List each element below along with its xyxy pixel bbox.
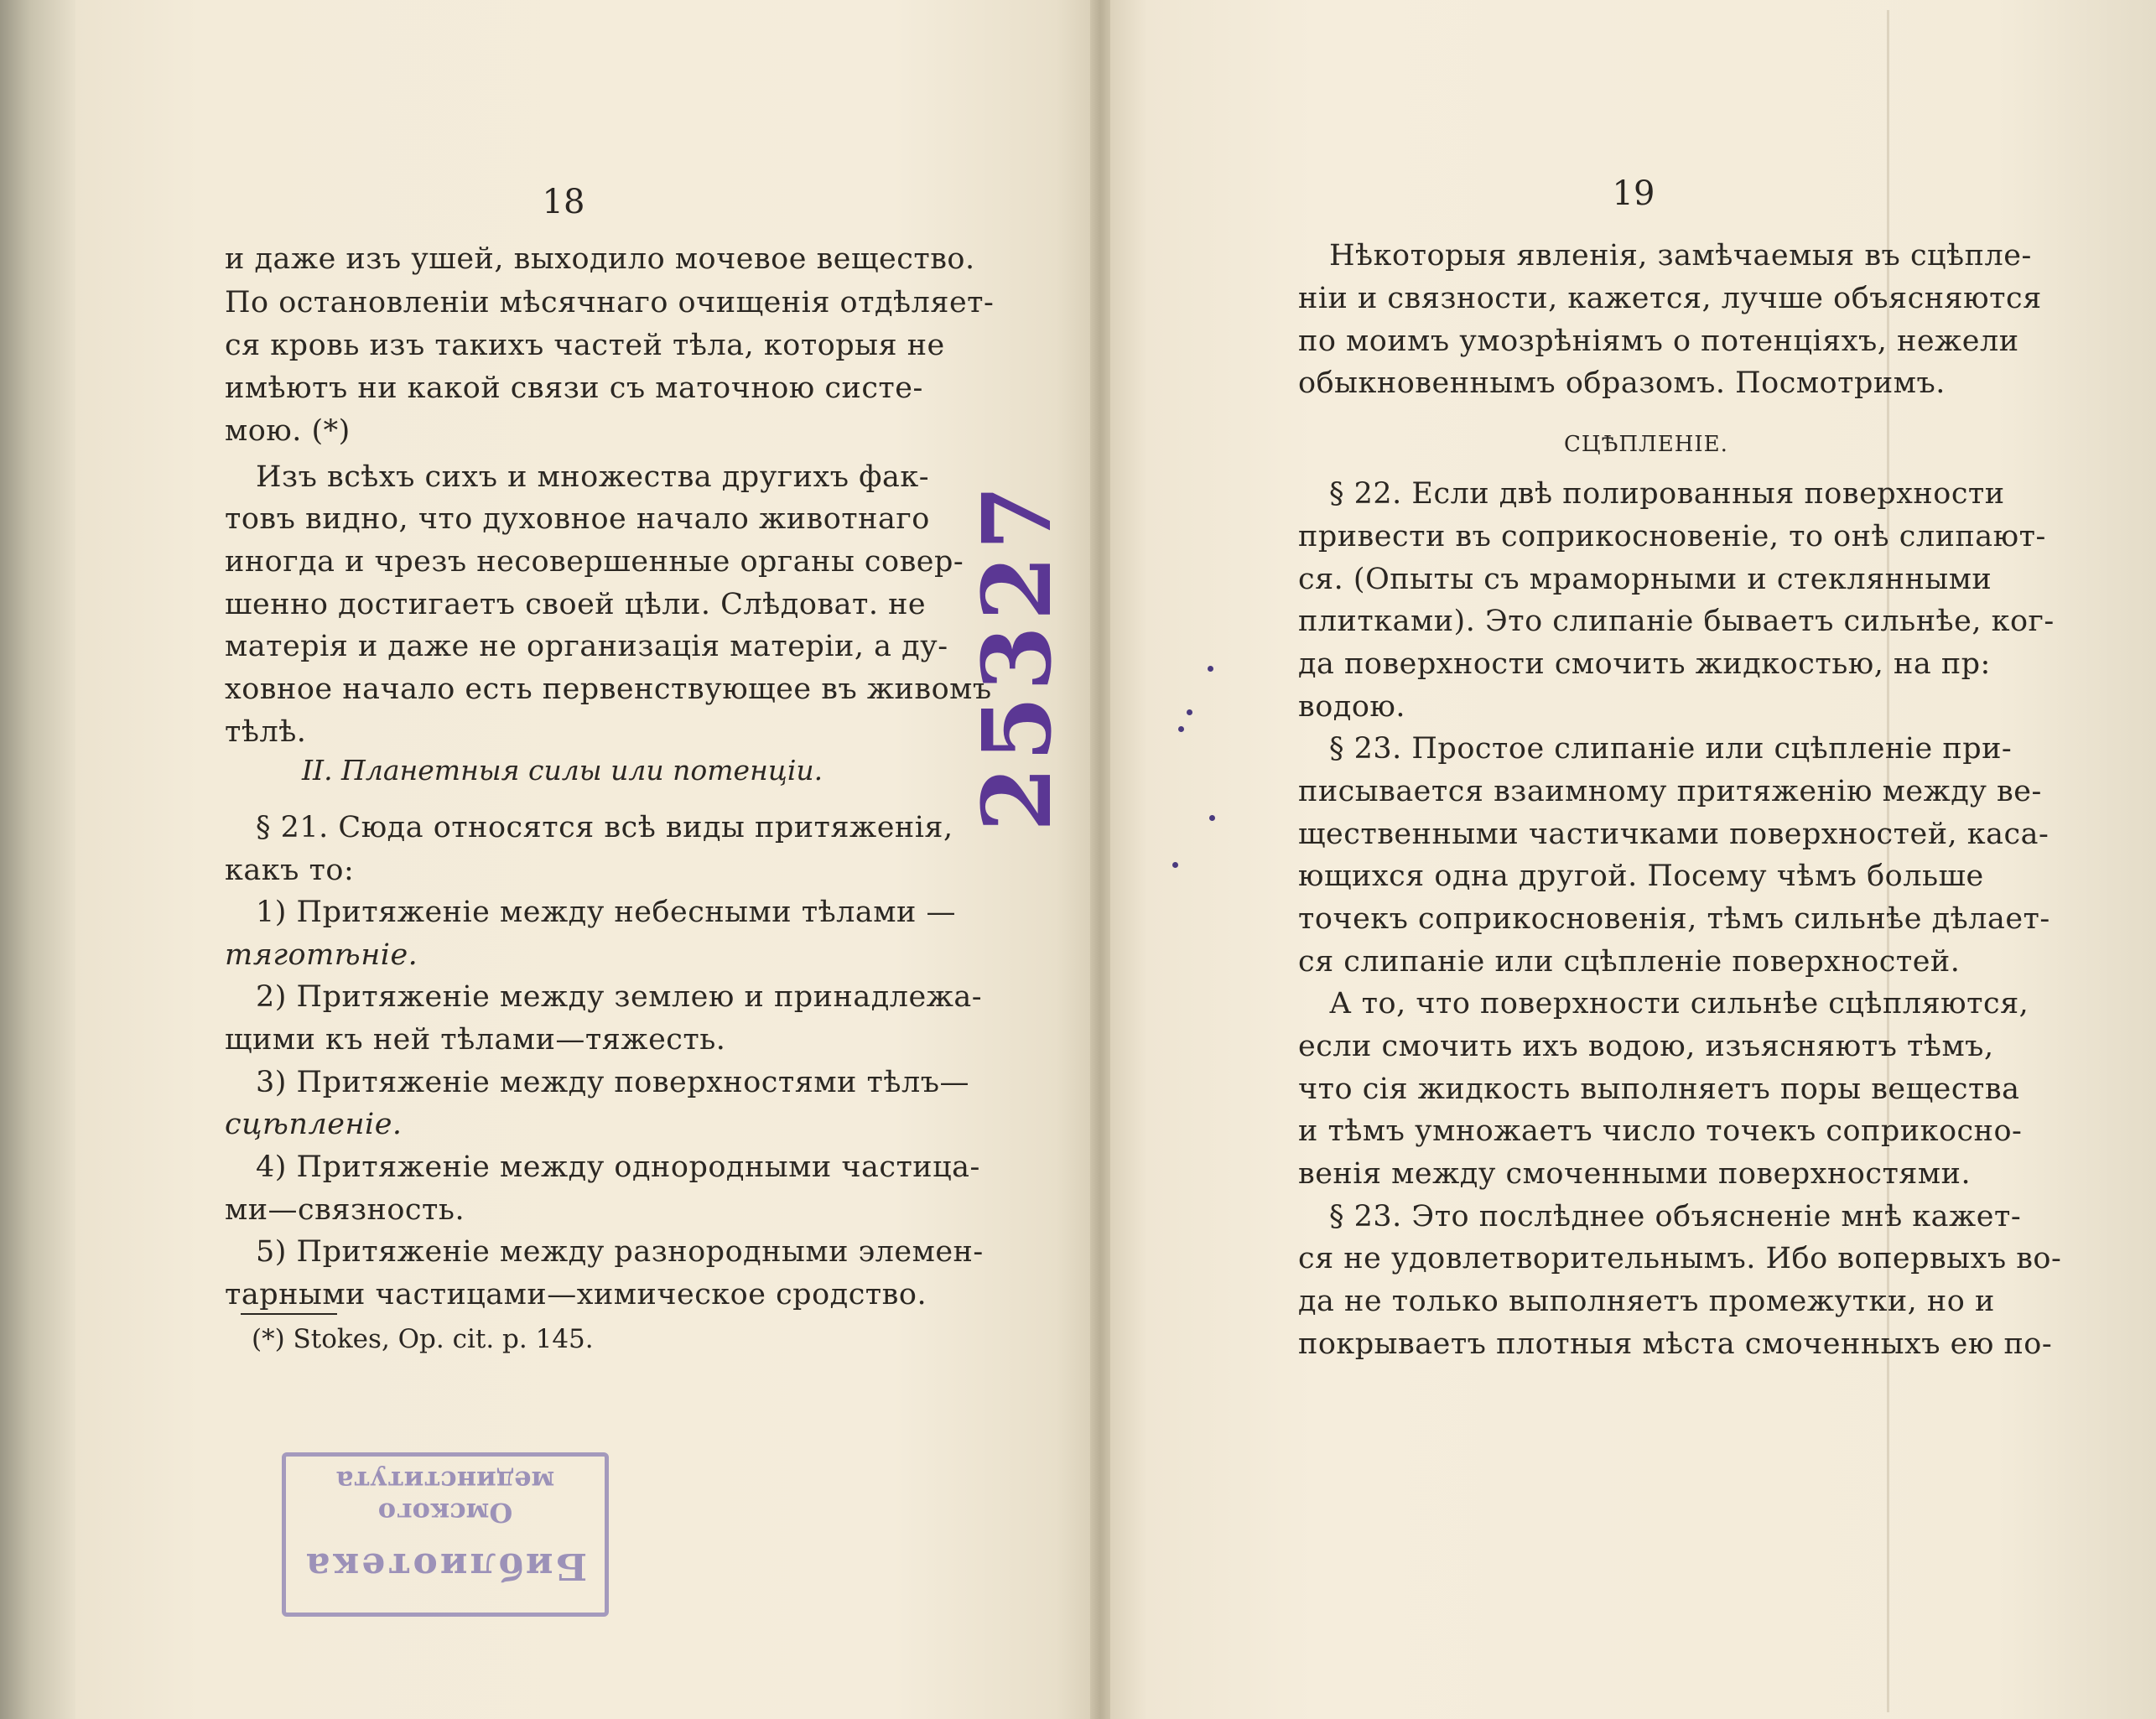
text-line: да не только выполняетъ промежутки, но и [1298, 1285, 1995, 1318]
text-line: какъ то: [225, 854, 355, 887]
text-line: что сія жидкость выполняетъ поры вещества [1298, 1072, 2020, 1106]
text-line: шенно достигаетъ своей цѣли. Слѣдоват. не [225, 588, 927, 621]
text-line: 3) Притяженіе между поверхностями тѣлъ— [256, 1066, 969, 1099]
footnote-rule [241, 1313, 337, 1315]
text-line: по моимъ умозрѣніямъ о потенціяхъ, нежели [1298, 325, 2019, 358]
page-number-left: 18 [542, 183, 585, 221]
text-line: обыкновеннымъ образомъ. Посмотримъ. [1298, 366, 1946, 400]
text-line: § 22. Если двѣ полированныя поверхности [1329, 477, 2005, 511]
text-line: да поверхности смочить жидкостью, на пр: [1298, 647, 1991, 681]
library-stamp [282, 1452, 609, 1617]
text-line: и даже изъ ушей, выходило мочевое вещество. [225, 242, 975, 276]
footnote: (*) Stokes, Op. cit. p. 145. [252, 1324, 594, 1354]
text-line: 1) Притяженіе между небесными тѣлами — [256, 896, 956, 929]
page-number-right: 19 [1612, 174, 1655, 213]
text-line: 5) Притяженіе между разнородными элемен- [256, 1235, 984, 1269]
section-heading: II. Планетныя силы или потенціи. [302, 754, 823, 787]
text-line: 4) Притяженіе между однородными частица- [256, 1150, 980, 1184]
text-line: § 23. Это послѣднее объясненіе мнѣ кажет- [1329, 1200, 2022, 1233]
text-line: писывается взаимному притяженію между ве- [1298, 775, 2042, 808]
text-line: товъ видно, что духовное начало животнаго [225, 502, 930, 536]
text-line: и тѣмъ умножаетъ число точекъ соприкосно- [1298, 1114, 2023, 1148]
text-line: сцѣпленіе. [225, 1108, 403, 1141]
text-line: Нѣкоторыя явленія, замѣчаемыя въ сцѣпле- [1329, 239, 2032, 273]
text-line: ніи и связности, кажется, лучше объясняются [1298, 282, 2042, 315]
text-line: ховное начало есть первенствующее въ живомъ [225, 673, 992, 706]
text-line: тѣлѣ. [225, 715, 307, 749]
text-line: § 23. Простое слипаніе или сцѣпленіе при- [1329, 732, 2013, 766]
section-heading: СЦѢПЛЕНІЕ. [1564, 432, 1728, 457]
stamp-line-1: Библиотека [303, 1545, 588, 1587]
text-line: иногда и чрезъ несовершенные органы совер- [225, 545, 964, 579]
text-line: ющихся одна другой. Посему чѣмъ больше [1298, 860, 1984, 893]
text-line: ся. (Опыты съ мраморными и стеклянными [1298, 563, 1992, 596]
text-line: водою. [1298, 690, 1405, 724]
text-line: плитками). Это слипаніе бываетъ сильнѣе, ког- [1298, 605, 2055, 638]
inventory-number: 25327 [963, 480, 1073, 832]
text-line: Изъ всѣхъ сихъ и множества другихъ фак- [256, 460, 930, 494]
text-line: § 21. Сюда относятся всѣ виды притяженія, [256, 811, 953, 844]
text-line: ми—связность. [225, 1193, 465, 1227]
book-edge [0, 0, 75, 1719]
book-gutter [1090, 0, 1110, 1719]
text-line: точекъ соприкосновенія, тѣмъ сильнѣе дѣлает- [1298, 902, 2050, 936]
text-line: покрываетъ плотныя мѣста смоченныхъ ею по- [1298, 1327, 2053, 1361]
text-line: венія между смоченными поверхностями. [1298, 1157, 1972, 1191]
text-line: А то, что поверхности сильнѣе сцѣпляются, [1329, 987, 2029, 1020]
text-line: привести въ соприкосновеніе, то онѣ слипают- [1298, 520, 2046, 553]
text-line: 2) Притяженіе между землею и принадлежа- [256, 980, 983, 1014]
text-line: ся слипаніе или сцѣпленіе поверхностей. [1298, 945, 1961, 979]
text-line: ся кровь изъ такихъ частей тѣла, которыя не [225, 329, 945, 362]
text-line: тарными частицами—химическое сродство. [225, 1278, 927, 1311]
text-line: имѣютъ ни какой связи съ маточною систе- [225, 371, 923, 405]
text-line: щественными частичками поверхностей, каса- [1298, 818, 2049, 851]
text-line: тяготѣніе. [225, 938, 418, 972]
text-line: если смочить ихъ водою, изъясняютъ тѣмъ, [1298, 1030, 1994, 1063]
text-line: матерія и даже не организація матеріи, а ду- [225, 630, 948, 663]
text-line: ся не удовлетворительнымъ. Ибо вопервыхъ во- [1298, 1242, 2062, 1275]
text-line: По остановленіи мѣсячнаго очищенія отдѣляет- [225, 286, 995, 319]
stamp-line-2: Омского мединститута [335, 1465, 555, 1529]
text-line: щими къ ней тѣлами—тяжесть. [225, 1023, 726, 1057]
text-line: мою. (*) [225, 414, 351, 448]
